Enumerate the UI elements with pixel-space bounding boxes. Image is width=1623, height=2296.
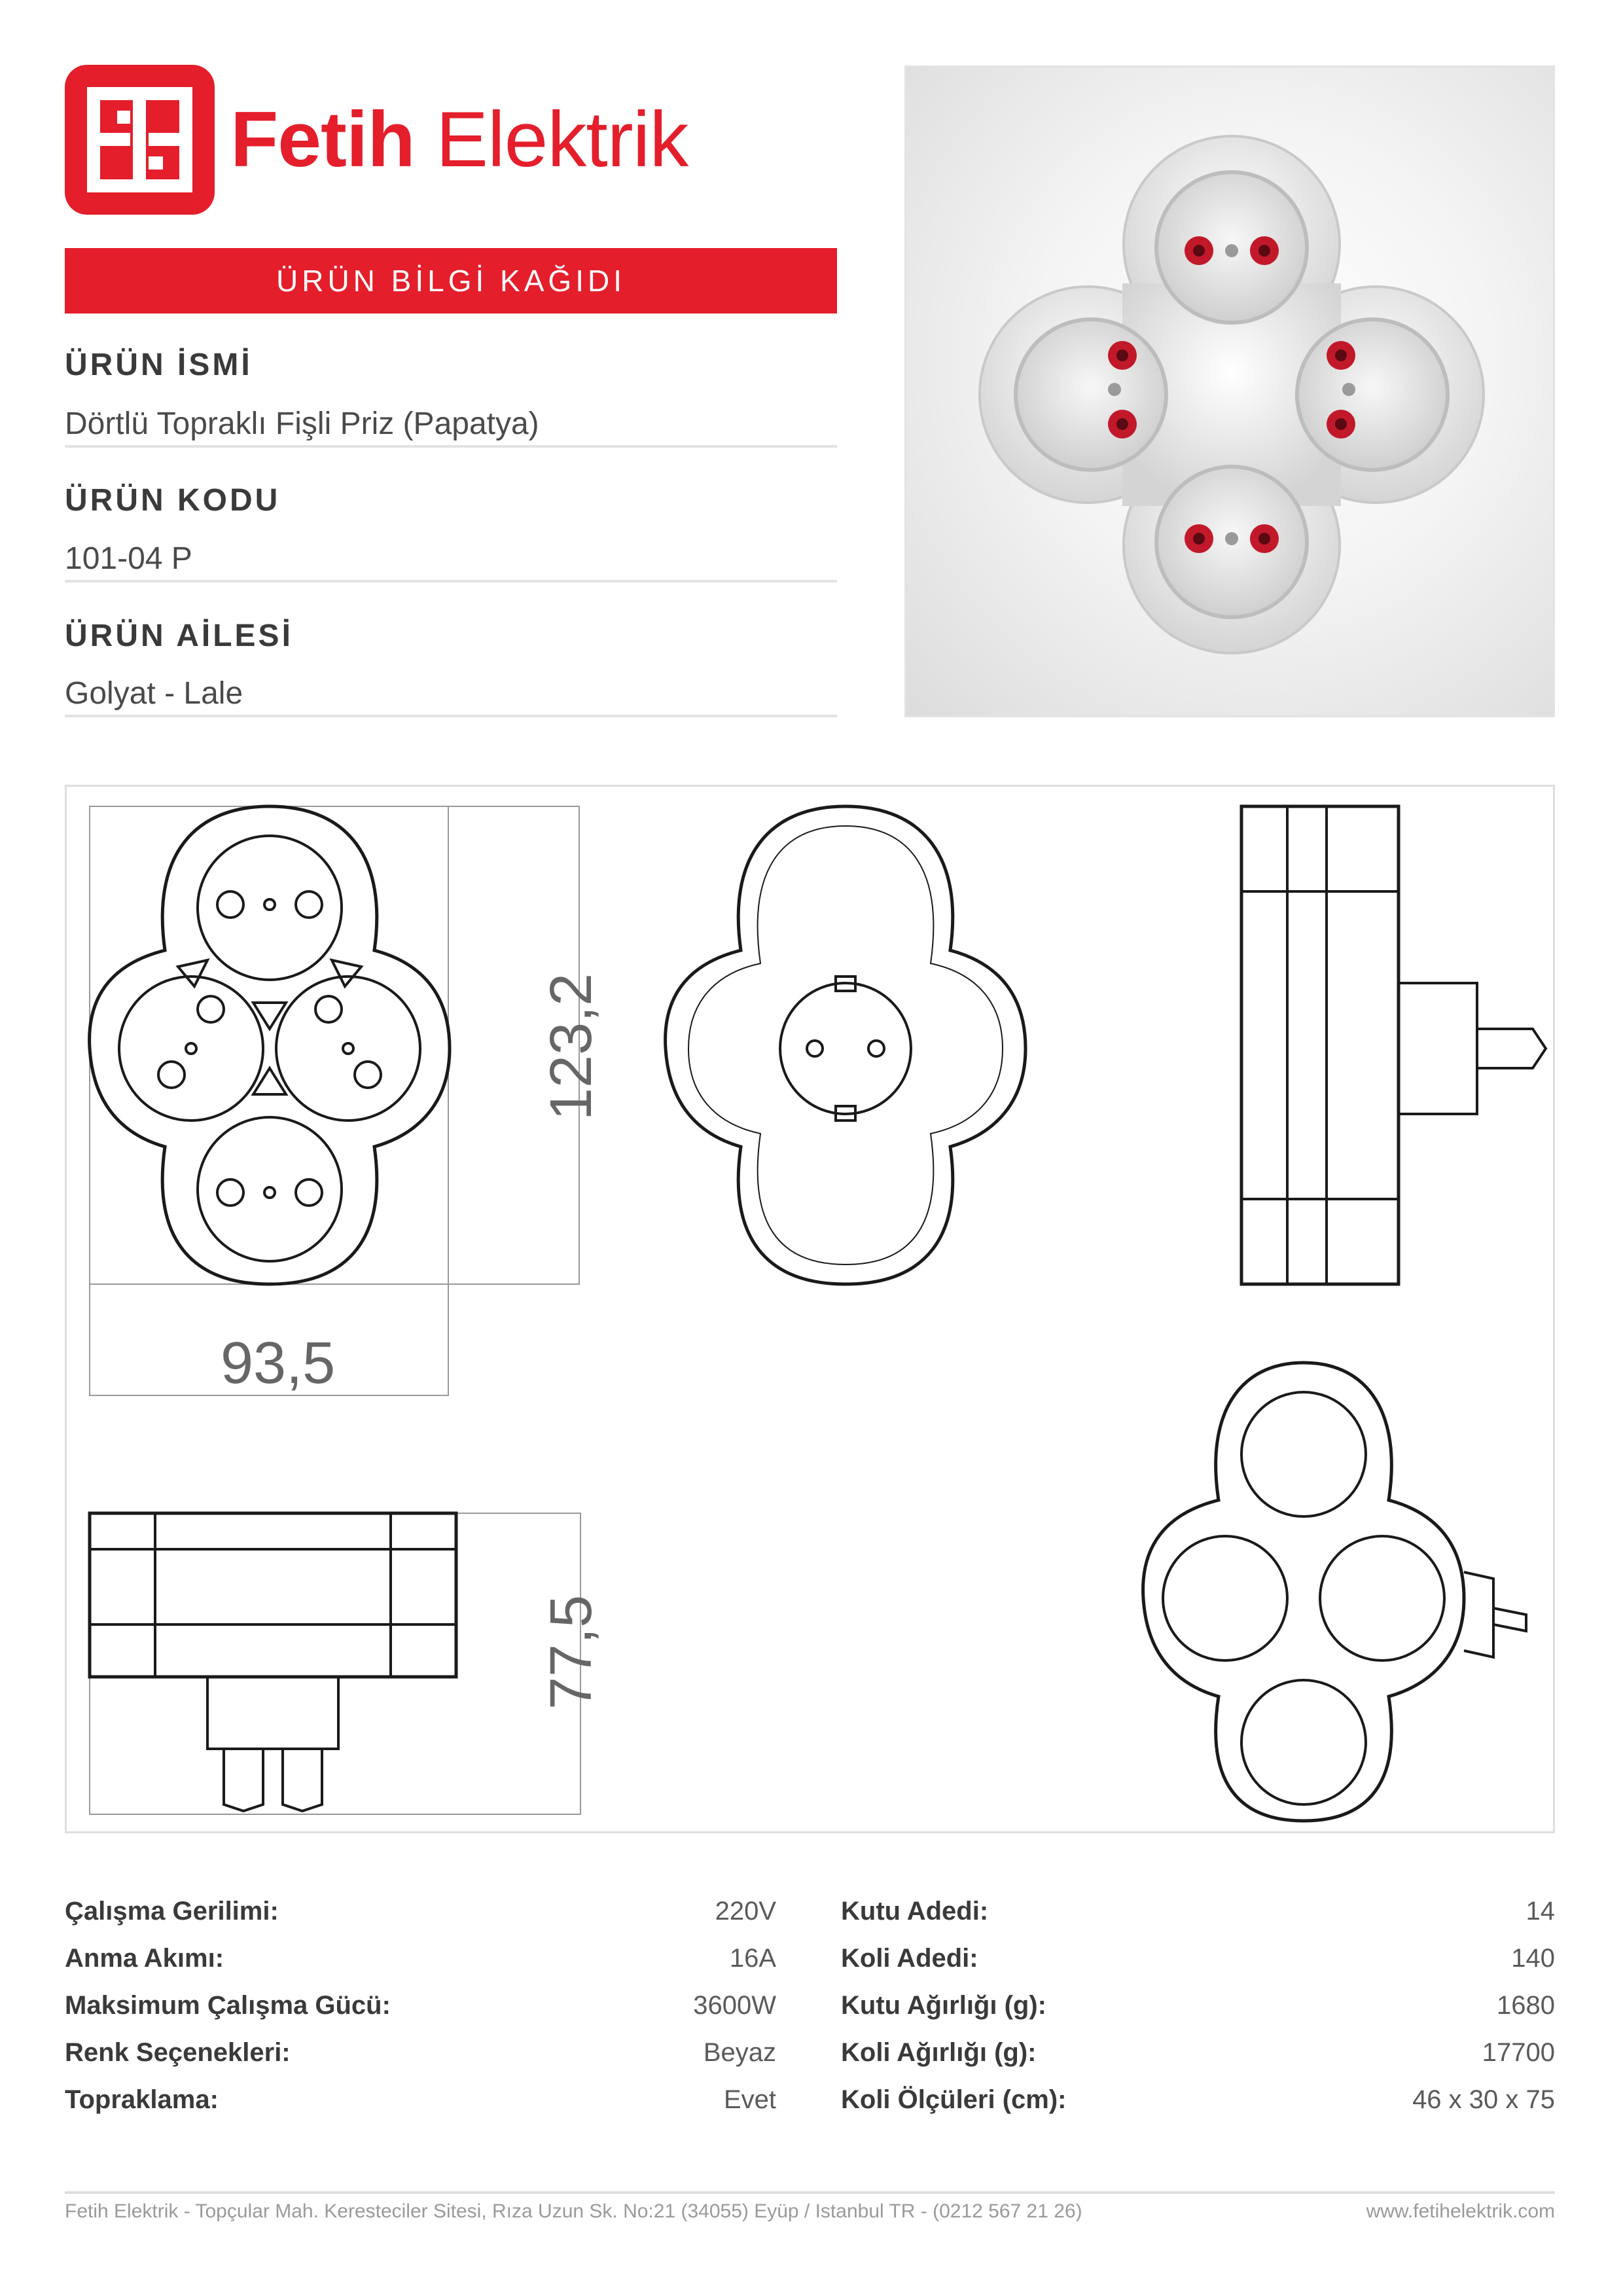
product-code-value: 101-04 P — [65, 541, 192, 576]
spec-label: Koli Ölçüleri (cm): — [841, 2085, 1067, 2114]
dimension-depth: 77,5 — [539, 1594, 604, 1710]
spec-value: 1680 — [1497, 1991, 1555, 2020]
spec-label: Kutu Ağırlığı (g): — [841, 1991, 1046, 2020]
spec-value: Beyaz — [703, 2038, 776, 2067]
isometric-view-drawing — [1143, 1363, 1526, 1821]
footer-website-link[interactable]: www.fetihelektrik.com — [1366, 2200, 1555, 2222]
technical-drawings — [65, 785, 1555, 1833]
footer-divider — [65, 2191, 1555, 2194]
back-view-drawing — [666, 806, 1026, 1284]
spec-value: 17700 — [1482, 2038, 1555, 2067]
spec-value: 3600W — [693, 1991, 776, 2020]
spec-label: Çalışma Gerilimi: — [65, 1897, 279, 1926]
spec-value: 220V — [715, 1897, 776, 1926]
product-photo — [904, 65, 1555, 717]
product-family-label: ÜRÜN AİLESİ — [65, 619, 293, 653]
product-code-label: ÜRÜN KODU — [65, 483, 281, 518]
divider — [65, 445, 837, 448]
document-title: ÜRÜN BİLGİ KAĞIDI — [65, 248, 837, 314]
divider — [65, 580, 837, 583]
socket-top — [1156, 172, 1307, 323]
logo-mark-icon — [65, 65, 215, 215]
socket-bottom — [1156, 467, 1307, 617]
dimension-width: 93,5 — [221, 1331, 336, 1396]
spec-label: Koli Ağırlığı (g): — [841, 2038, 1037, 2067]
bottom-view-drawing — [90, 1513, 580, 1814]
product-name-label: ÜRÜN İSMİ — [65, 348, 253, 382]
divider — [65, 715, 837, 717]
product-name-value: Dörtlü Topraklı Fişli Priz (Papatya) — [65, 406, 539, 441]
spec-label: Anma Akımı: — [65, 1944, 224, 1973]
socket-right — [1297, 319, 1448, 470]
side-view-drawing — [1241, 806, 1546, 1284]
socket-left — [1016, 319, 1166, 470]
product-family-value: Golyat - Lale — [65, 676, 243, 711]
spec-value: 46 x 30 x 75 — [1412, 2085, 1555, 2114]
spec-label: Maksimum Çalışma Gücü: — [65, 1991, 391, 2020]
front-view-drawing — [90, 806, 579, 1395]
spec-label: Topraklama: — [65, 2085, 219, 2114]
dimension-height: 123,2 — [539, 973, 604, 1121]
spec-value: 16A — [729, 1944, 776, 1973]
spec-value: 140 — [1511, 1944, 1555, 1973]
spec-label: Renk Seçenekleri: — [65, 2038, 291, 2067]
spec-value: Evet — [723, 2085, 776, 2114]
spec-value: 14 — [1525, 1897, 1555, 1926]
spec-label: Koli Adedi: — [841, 1944, 978, 1973]
footer-address: Fetih Elektrik - Topçular Mah. Keresteciler Sitesi, Rıza Uzun Sk. No:21 (34055) Eyüp / Istanbul TR - (0212 567 21 26) — [65, 2200, 1082, 2222]
spec-label: Kutu Adedi: — [841, 1897, 989, 1926]
brand-name: Fetih Elektrik — [230, 96, 688, 183]
